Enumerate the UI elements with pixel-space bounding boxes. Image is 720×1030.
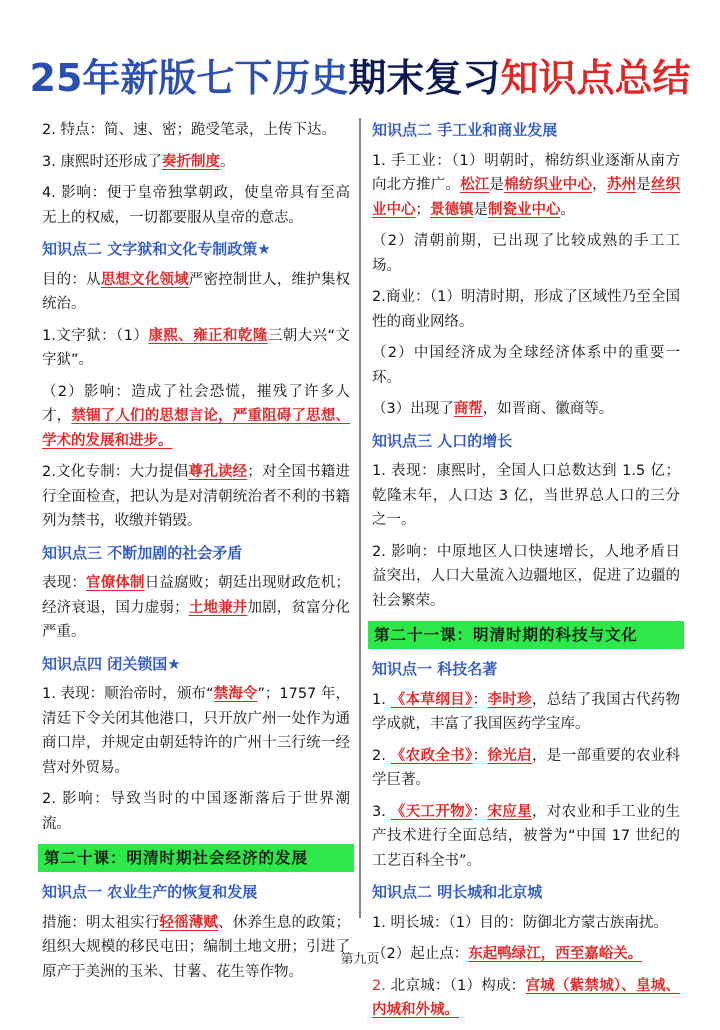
highlight: 官僚体制	[86, 575, 145, 591]
highlight: 思想文化领域	[100, 271, 189, 288]
section-heading: 知识点二 文字狱和文化专制政策★	[42, 240, 271, 258]
star-icon: ★	[167, 654, 181, 673]
paragraph: 措施：明太祖实行轻徭薄赋、休养生息的政策；组织大规模的移民屯田；编制土地文册；引进了原产于美洲的玉米、甘薯、花生等作物。	[42, 914, 351, 980]
paragraph: （3）出现了商帮，如晋商、徽商等。	[372, 401, 614, 417]
paragraph: （2）中国经济成为全球经济体系中的重要一环。	[372, 345, 680, 386]
highlight: 《本草纲目》	[390, 691, 473, 708]
section-heading: 知识点一 科技名著	[372, 660, 498, 678]
highlight: 松江	[460, 177, 490, 193]
column-divider	[359, 118, 361, 918]
highlight: 商帮	[453, 401, 483, 417]
title-part-1: 25年新版七下历史	[29, 56, 349, 100]
highlight: 奏折制度	[161, 153, 220, 170]
highlight: 东起鸭绿江，西至嘉峪关。	[468, 946, 643, 962]
highlight: 轻徭薄赋	[159, 914, 219, 931]
highlight: 棉纺织业中心	[504, 177, 593, 193]
paragraph: 2. 影响：中原地区人口快速增长，人地矛盾日益突出，人口大量流入边疆地区，促进了边疆的社会繁荣。	[372, 543, 680, 609]
page-number: 第九页	[340, 952, 380, 967]
highlight: 康熙、雍正和乾隆	[148, 327, 268, 344]
highlight: 制瓷业中心	[488, 201, 561, 218]
highlight: 宋应星	[487, 803, 532, 820]
paragraph: 目的：从思想文化领域严密控制世人，维护集权统治。	[42, 271, 351, 312]
paragraph: 2. 《农政全书》：徐光启，是一部重要的农业科学巨著。	[372, 747, 681, 788]
highlight: 苏州	[606, 177, 637, 193]
paragraph: 1. 明长城：（1）目的：防御北方蒙古族南扰。	[372, 914, 668, 931]
paragraph: 1. 表现：康熙时，全国人口总数达到 1.5 亿；乾隆末年，人口达 3 亿，当世界总人口的三分之一。	[372, 463, 680, 528]
page-title	[0, 46, 720, 110]
section-heading: 知识点三 人口的增长	[372, 431, 513, 450]
lesson-heading: 第二十一课：明清时期的科技与文化	[368, 621, 684, 649]
paragraph: 4. 影响：便于皇帝独掌朝政，使皇帝具有至高无上的权威，一切都要服从皇帝的意志。	[42, 185, 350, 226]
paragraph: 3. 《天工开物》：宋应星，对农业和手工业的生产技术进行全面总结，被誉为“中国 17 世纪的工艺百科全书”。	[372, 803, 681, 869]
paragraph: 3. 康熙时还形成了奏折制度。	[42, 153, 235, 170]
title-part-2: 期末复习	[348, 56, 501, 100]
section-heading: 知识点四 闭关锁国★	[42, 654, 181, 673]
highlight: 《农政全书》	[390, 747, 473, 764]
highlight: 禁海令	[213, 686, 258, 702]
section-heading: 知识点二 明长城和北京城	[372, 883, 543, 901]
paragraph: 1. 表现：顺治帝时，颁布“禁海令”；1757 年，清廷下令关闭其他港口，只开放广州一处作为通商口岸，并规定由朝廷特许的广州十三行统一经营对外贸易。	[42, 686, 350, 776]
highlight: 徐光启	[487, 747, 532, 764]
section-heading: 知识点二 手工业和商业发展	[372, 121, 558, 139]
title-part-3: 知识点总结	[500, 56, 691, 100]
paragraph: 1.文字狱：（1）康熙、雍正和乾隆三朝大兴“文字狱”。	[42, 327, 351, 368]
paragraph: 1. 《本草纲目》：李时珍，总结了我国古代药物学成就，丰富了我国医药学宝库。	[372, 691, 681, 732]
highlight: 土地兼并	[188, 599, 248, 616]
section-heading: 知识点三 不断加剧的社会矛盾	[42, 543, 243, 562]
paragraph: 表现：官僚体制日益腐败；朝廷出现财政危机；经济衰退，国力虚弱；土地兼并加剧，贫富分化严重。	[42, 575, 351, 640]
highlight: 宫城（紫禁城）、皇城、内城和外城。	[372, 977, 680, 1018]
right-column	[372, 118, 680, 1030]
paragraph: （2）清朝前期，已出现了比较成熟的手工工场。	[372, 233, 680, 274]
paragraph: 2. 北京城：（1）构成：宫城（紫禁城）、皇城、内城和外城。	[372, 977, 680, 1018]
highlight: 丝织业中心	[372, 177, 681, 218]
highlight: 《天工开物》	[390, 803, 473, 820]
paragraph: 1. 手工业：（1）明朝时，棉纺织业逐渐从南方向北方推广。松江是棉纺织业中心，苏州是丝织业中心；景德镇是制瓷业中心。	[372, 152, 681, 218]
paragraph: 2. 特点：简、速、密；跪受笔录，上传下达。	[42, 122, 336, 138]
left-column	[42, 118, 350, 991]
paragraph: （2）起止点：东起鸭绿江，西至嘉峪关。	[372, 946, 643, 962]
paragraph: （2）影响：造成了社会恐慌，摧残了许多人才，禁锢了人们的思想言论，严重阻碍了思想、学术的发展和进步。	[42, 383, 351, 449]
highlight: 李时珍	[487, 691, 532, 708]
highlight: 禁锢了人们的思想言论，严重阻碍了思想、学术的发展和进步。	[42, 408, 351, 449]
paragraph: 2.商业：（1）明清时期，形成了区域性乃至全国性的商业网络。	[372, 289, 680, 330]
highlight: 景德镇	[430, 201, 474, 218]
highlight: 尊孔读经	[188, 464, 248, 480]
section-heading: 知识点一 农业生产的恢复和发展	[42, 883, 258, 901]
star-icon: ★	[257, 240, 271, 258]
paragraph: 2. 影响：导致当时的中国逐渐落后于世界潮流。	[42, 791, 350, 832]
lesson-heading: 第二十课：明清时期社会经济的发展	[38, 844, 354, 872]
paragraph: 2.文化专制：大力提倡尊孔读经；对全国书籍进行全面检查，把认为是对清朝统治者不利的书籍列为禁书，收缴并销毁。	[42, 464, 351, 529]
